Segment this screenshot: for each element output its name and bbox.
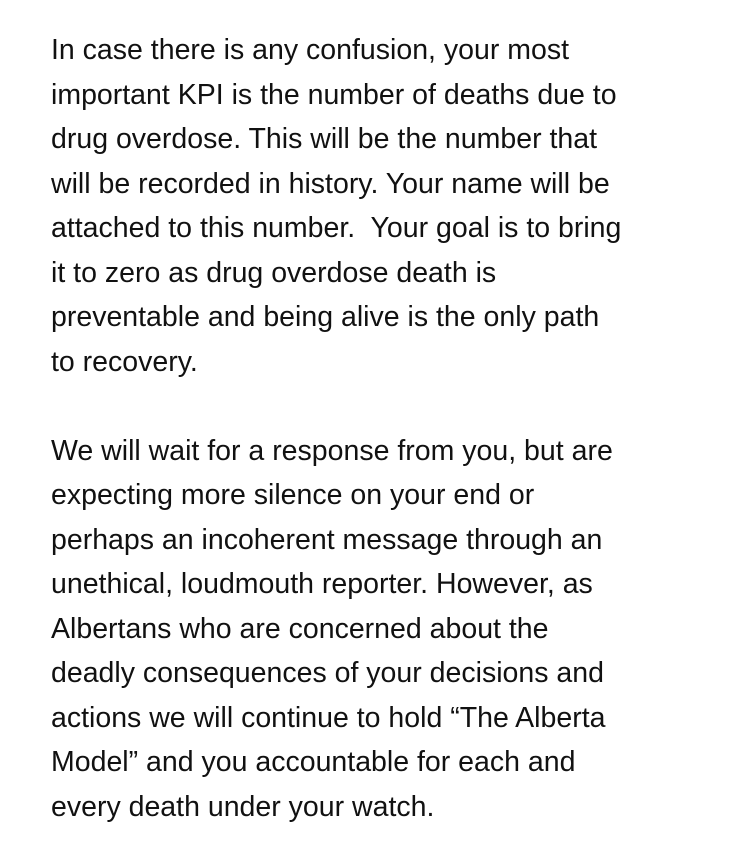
text-line: to recovery. [51, 345, 198, 378]
paragraph-response [51, 429, 731, 830]
text-line: drug overdose. This will be the number that [51, 123, 598, 155]
text-line: expecting more silence on your end or [51, 479, 535, 511]
text-line: In case there is any confusion, your most [51, 34, 570, 66]
text-line: important KPI is the number of deaths due to [51, 78, 617, 111]
letter-text [51, 28, 731, 829]
text-line: deadly consequences of your decisions and [51, 657, 604, 689]
text-line: Albertans who are concerned about the [51, 612, 549, 645]
text-line: Model” and you accountable for each and [51, 746, 576, 778]
paragraph-kpi [51, 28, 731, 384]
text-line: preventable and being alive is the only path [51, 301, 600, 333]
text-line: perhaps an incoherent message through an [51, 523, 603, 556]
text-line: unethical, loudmouth reporter. However, as [51, 568, 593, 600]
text-line: actions we will continue to hold “The Alberta [51, 701, 606, 734]
text-line: attached to this number. Your goal is to bring [51, 212, 622, 244]
text-line: it to zero as drug overdose death is [51, 256, 497, 289]
text-line: We will wait for a response from you, but are [51, 434, 613, 467]
paragraph-spacing [51, 384, 731, 429]
text-line: every death under your watch. [51, 790, 435, 823]
text-line: will be recorded in history. Your name will be [51, 167, 610, 200]
